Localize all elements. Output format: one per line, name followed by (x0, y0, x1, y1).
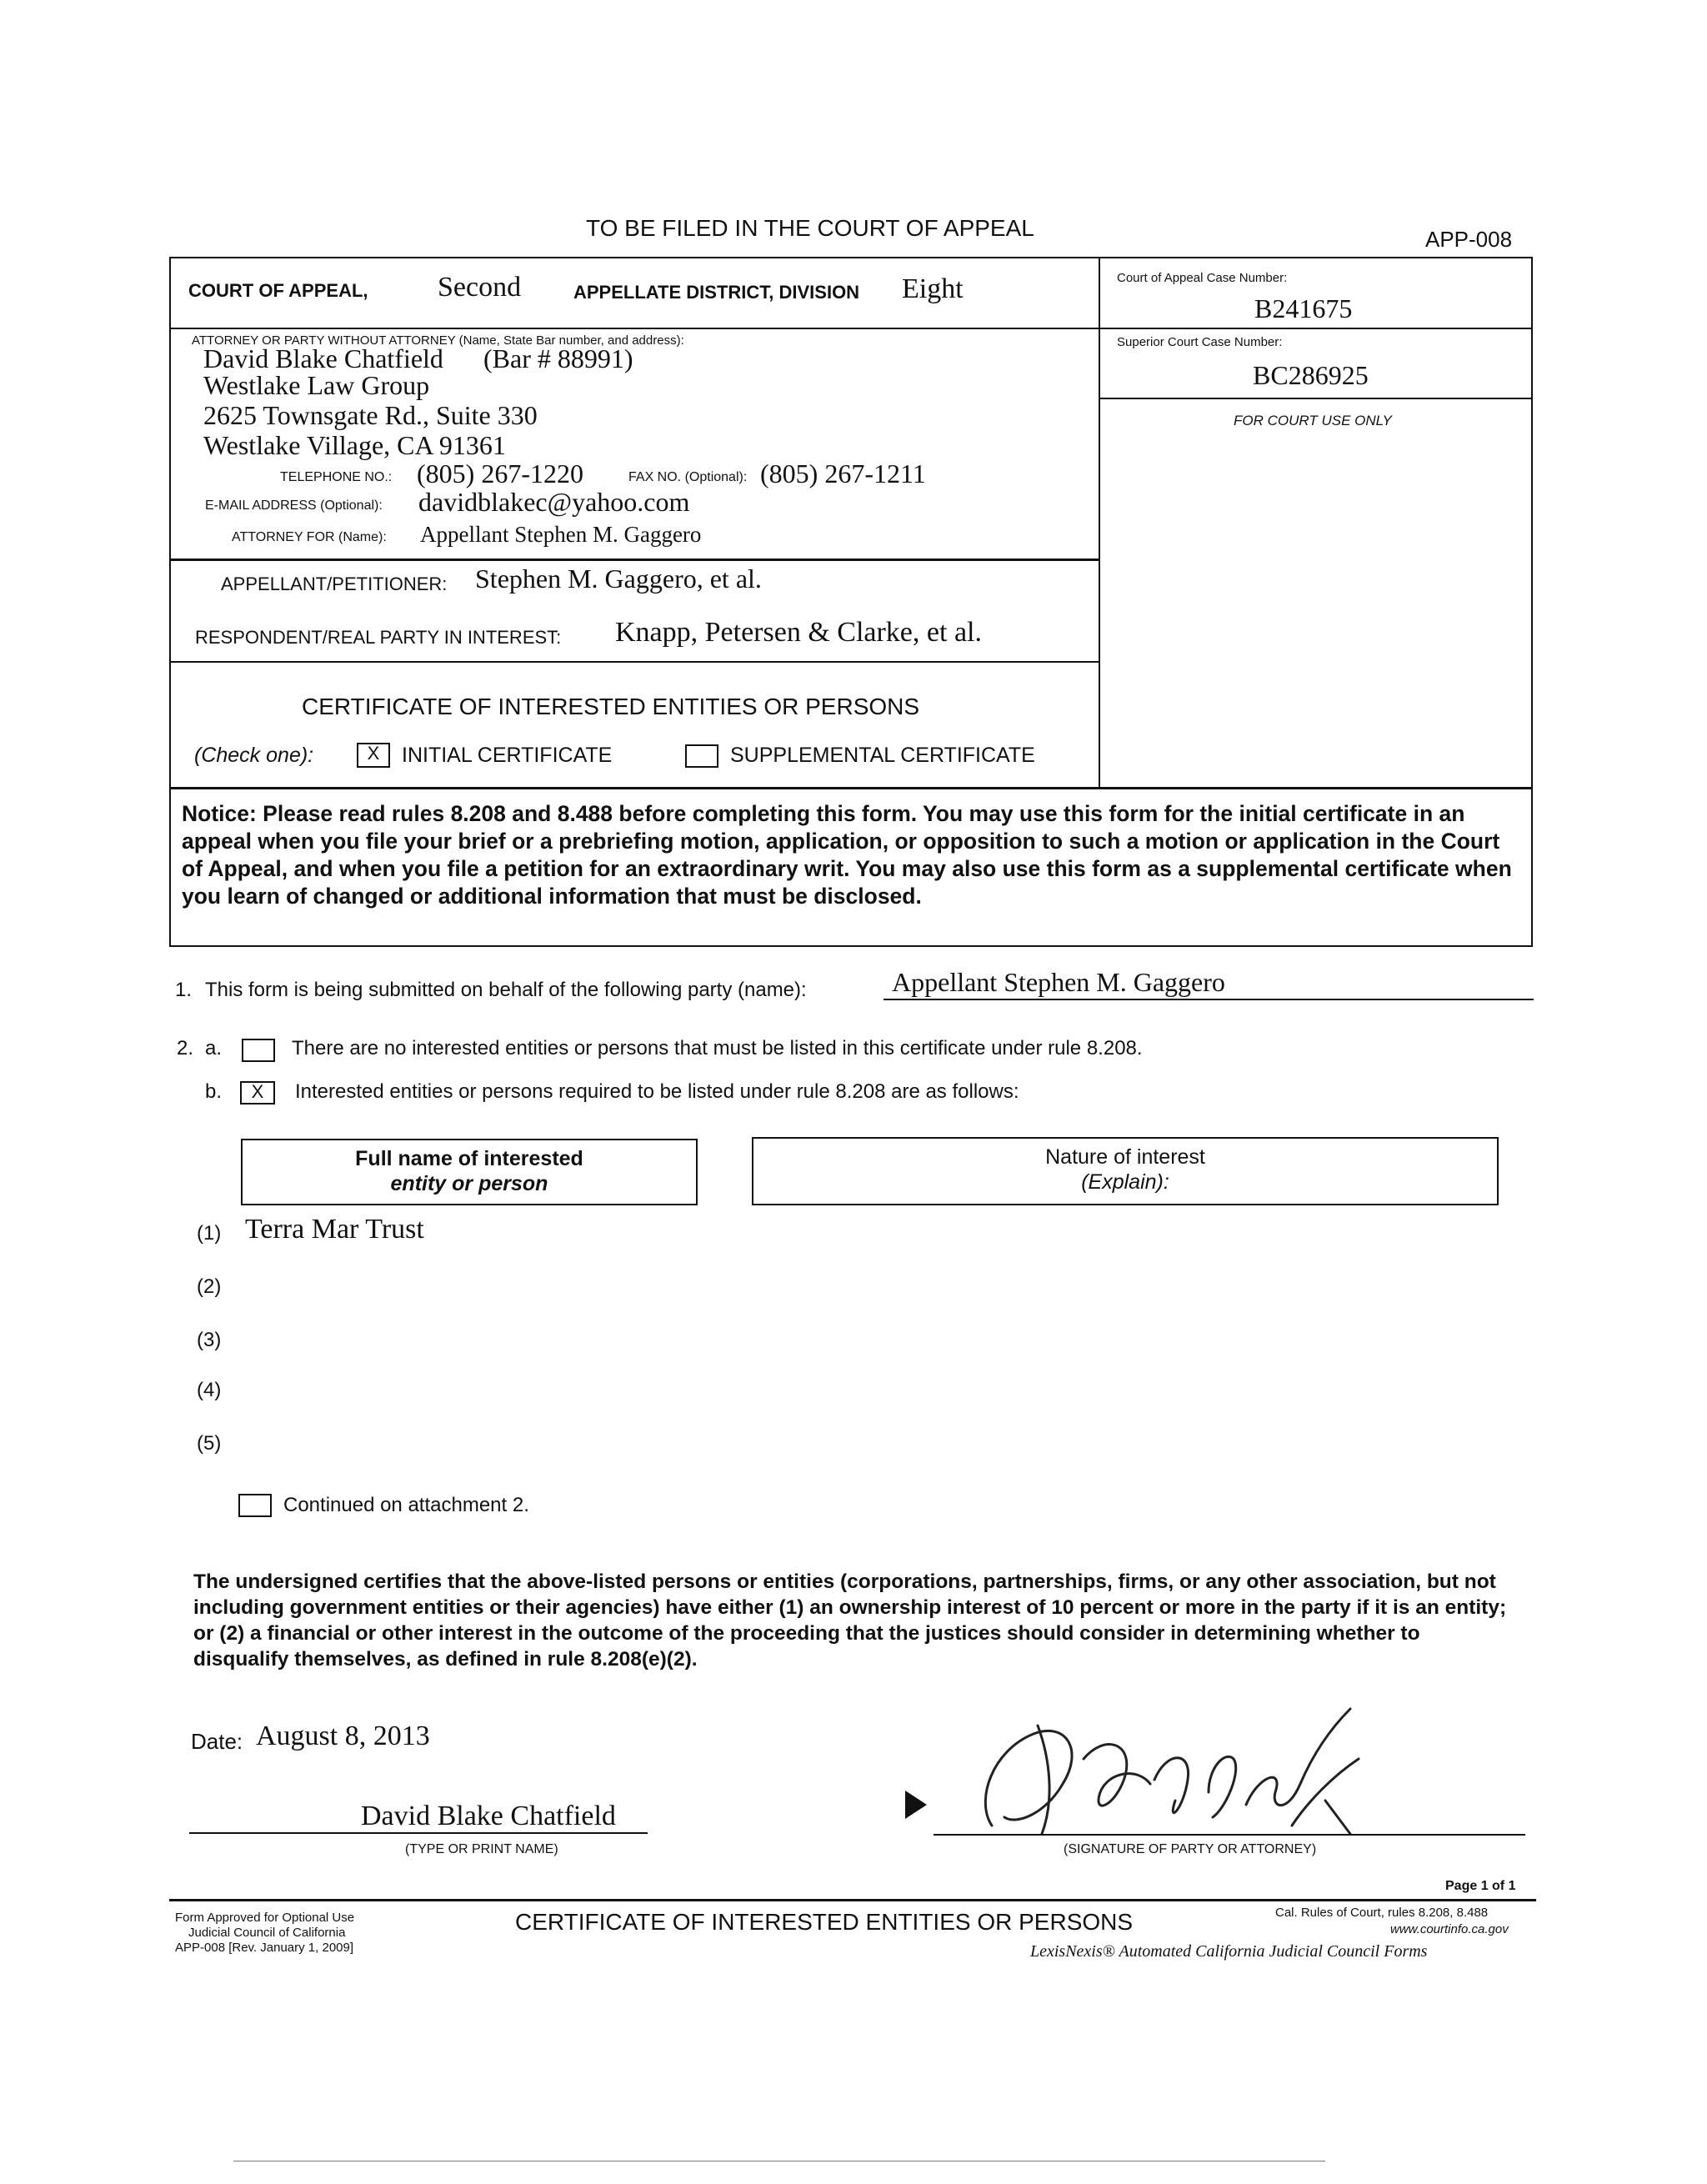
attorney-name: David Blake Chatfield (203, 343, 443, 373)
certification-text: The undersigned certifies that the above-listed persons or entities (corporations, partnerships, firms, or any other association, but not including government entities or their agencies) have either (1) an ownership interest of 10 percent or more in the party if it is an entity; or (2) a financial or other interest in the outcome of the proceeding that the justices should consider in determining whether to disqualify themselves, as defined in rule 8.208(e)(2). (193, 1570, 1507, 1671)
superior-case-number: BC286925 (1253, 360, 1369, 390)
footer-approved-line3: APP-008 [Rev. January 1, 2009] (175, 1941, 354, 1955)
email-value: davidblakec@yahoo.com (418, 487, 690, 517)
attorney-for-label: ATTORNEY FOR (Name): (232, 530, 387, 544)
appeal-case-number: B241675 (1254, 293, 1353, 323)
table-row-number: (1) (197, 1222, 222, 1245)
page-number: Page 1 of 1 (1445, 1879, 1516, 1893)
footer-lexis: LexisNexis® Automated California Judicial Council Forms (1030, 1942, 1428, 1961)
table-row-number: (5) (197, 1432, 222, 1455)
footer-title: CERTIFICATE OF INTERESTED ENTITIES OR PERSONS (515, 1909, 1134, 1935)
email-label: E-MAIL ADDRESS (Optional): (205, 498, 383, 513)
attorney-label: ATTORNEY OR PARTY WITHOUT ATTORNEY (Name, State Bar number, and address): (192, 333, 684, 348)
supplemental-certificate-label: SUPPLEMENTAL CERTIFICATE (730, 744, 1035, 767)
notice-text: Notice: Please read rules 8.208 and 8.488 before completing this form. You may use this form for the initial certificate in an appeal when you file your brief or a prebriefing motion, application, or opposition to such a motion or application in the Court of Appeal, and when you file a petition for an extraordinary writ. You may also use this form as a supplemental certificate when you learn of changed or additional information that must be disclosed. (182, 801, 1512, 909)
item2b-label: b. (205, 1080, 223, 1103)
initial-certificate-checkbox[interactable]: X (357, 743, 390, 768)
table-row-number: (2) (197, 1275, 222, 1298)
item2a-text: There are no interested entities or persons that must be listed in this certificate under rule 8.208. (292, 1037, 1143, 1059)
continued-label: Continued on attachment 2. (283, 1494, 529, 1516)
print-name-label: (TYPE OR PRINT NAME) (405, 1842, 558, 1856)
table-row-number: (3) (197, 1329, 222, 1351)
attorney-firm: Westlake Law Group (203, 370, 430, 400)
item2a-checkbox[interactable] (242, 1039, 275, 1062)
appellant-value: Stephen M. Gaggero, et al. (475, 564, 762, 594)
district-value: Second (438, 272, 522, 303)
respondent-label: RESPONDENT/REAL PARTY IN INTEREST: (195, 627, 562, 648)
district-label: APPELLATE DISTRICT, DIVISION (573, 282, 860, 303)
supplemental-certificate-checkbox[interactable] (685, 744, 718, 768)
respondent-value: Knapp, Petersen & Clarke, et al. (615, 617, 982, 648)
col-header-name-line2: entity or person (390, 1172, 548, 1195)
table-row-name: Terra Mar Trust (245, 1214, 424, 1245)
continued-checkbox[interactable] (238, 1494, 272, 1517)
col-header-nature-line1: Nature of interest (1045, 1145, 1205, 1169)
signature-label: (SIGNATURE OF PARTY OR ATTORNEY) (1064, 1842, 1317, 1856)
attorney-address1: 2625 Townsgate Rd., Suite 330 (203, 400, 538, 430)
item1-number: 1. (175, 979, 193, 1001)
date-label: Date: (191, 1729, 243, 1754)
item1-text: This form is being submitted on behalf of the following party (name): (205, 979, 807, 1001)
filing-title: TO BE FILED IN THE COURT OF APPEAL (586, 215, 1034, 241)
division-value: Eight (902, 273, 964, 304)
telephone-value: (805) 267-1220 (417, 458, 583, 488)
appellant-label: APPELLANT/PETITIONER: (221, 574, 448, 594)
footer-approved-line1: Form Approved for Optional Use (175, 1911, 355, 1925)
form-code: APP-008 (1425, 227, 1513, 252)
printed-name: David Blake Chatfield (361, 1801, 616, 1831)
check-one-label: (Check one): (194, 744, 314, 767)
table-row-number: (4) (197, 1379, 222, 1401)
certificate-title: CERTIFICATE OF INTERESTED ENTITIES OR PERSONS (302, 694, 920, 719)
footer-approved-line2: Judicial Council of California (188, 1926, 346, 1940)
col-header-name-line1: Full name of interested (355, 1147, 583, 1170)
attorney-bar: (Bar # 88991) (483, 343, 633, 373)
col-header-nature-line2: (Explain): (1081, 1170, 1169, 1194)
initial-certificate-label: INITIAL CERTIFICATE (402, 744, 613, 767)
appeal-case-label: Court of Appeal Case Number: (1117, 271, 1288, 285)
item2b-text: Interested entities or persons required to be listed under rule 8.208 are as follows: (295, 1080, 1019, 1103)
court-label: COURT OF APPEAL, (188, 280, 368, 301)
item2b-checkbox[interactable]: X (240, 1081, 275, 1105)
footer-rules: Cal. Rules of Court, rules 8.208, 8.488 (1275, 1906, 1489, 1920)
fax-label: FAX NO. (Optional): (628, 470, 748, 484)
fax-value: (805) 267-1211 (760, 458, 926, 488)
date-value: August 8, 2013 (256, 1721, 430, 1751)
item1-party-name: Appellant Stephen M. Gaggero (892, 967, 1225, 997)
item2-number: 2. (177, 1037, 194, 1059)
telephone-label: TELEPHONE NO.: (280, 470, 393, 484)
signature-arrow-icon (905, 1791, 927, 1819)
attorney-for-value: Appellant Stephen M. Gaggero (420, 522, 702, 547)
attorney-address2: Westlake Village, CA 91361 (203, 430, 506, 460)
item2a-label: a. (205, 1037, 223, 1059)
caption-divider (1099, 257, 1100, 789)
superior-case-label: Superior Court Case Number: (1117, 335, 1283, 349)
court-use-label: FOR COURT USE ONLY (1234, 413, 1392, 428)
footer-url: www.courtinfo.ca.gov (1390, 1922, 1509, 1936)
